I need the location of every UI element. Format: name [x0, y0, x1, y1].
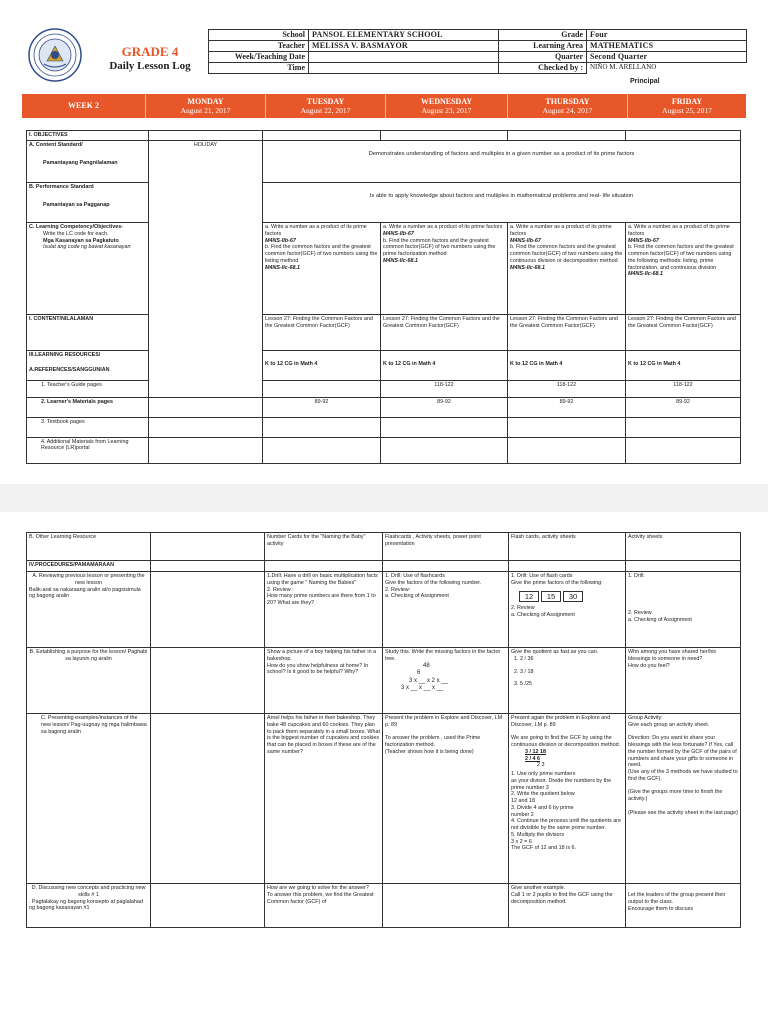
- lc-code: M4NS-IIc-68.1: [265, 264, 301, 271]
- lc-wednesday: [381, 223, 508, 315]
- cell: [151, 561, 265, 572]
- school-label: School: [209, 30, 309, 41]
- time-label: Time: [209, 63, 309, 74]
- time-value: [309, 63, 499, 74]
- lc-code: M4NS-IIb-67: [265, 237, 296, 244]
- cell: [149, 397, 263, 417]
- examples-friday: Group Activity: Give each group an activity sheet. Direction: Do you want to share your blessings with the less fortunate? If Yes, call the number formed by the GCF of the pairs of numbers and share your gifts to someone in need. (Use any of the 3 methods we have studied to find the GCF). (Give the groups more time to finish the activity.) (Please see the activity sheet in the last page): [626, 714, 741, 884]
- lc-code: M4NS-IIc-68.1: [628, 271, 664, 278]
- cell: [626, 417, 741, 437]
- olr-thursday: Flash cards, activity sheets: [509, 533, 626, 561]
- teacher-value: MELISSA V. BASMAYOR: [309, 41, 499, 52]
- day-date: August 22, 2017: [300, 106, 351, 115]
- purpose-tuesday: Show a picture of a boy helping his father in a bakeshop. How do you show helpfulness at home? In school? Is it good to be helpful? Why?: [265, 648, 383, 714]
- learning-area-value: MATHEMATICS: [587, 41, 747, 52]
- tree-node: 48: [423, 662, 430, 669]
- olr-wednesday: Flashcards , Activity sheets, power point presentation: [383, 533, 509, 561]
- cell: [381, 437, 508, 463]
- lc-line: b. Find the common factors and the greatest common factor(GCF) of two numbers using the following methods: listing, prime factorization, and continuous division: [628, 244, 734, 271]
- discussing-thursday: Give another example. Call 1 or 2 pupils to find the GCF using the decomposition method.: [509, 884, 626, 928]
- quotient-item: 1. 2 / 36: [514, 655, 534, 662]
- content-standard-text: Demonstrates understanding of factors and multiples in a given number as a product of its prime factors: [263, 141, 741, 183]
- teachers-guide-label: 1. Teacher's Guide pages: [27, 381, 149, 398]
- label-line: A. Content Standard/: [29, 142, 83, 148]
- content-wednesday: Lesson 27: Finding the Common Factors and the Greatest Common Factor(GCF): [381, 315, 508, 351]
- cell: [383, 884, 509, 928]
- lc-line: a. Write a number as a product of its prime factors: [510, 224, 612, 237]
- grade-title: GRADE 4: [121, 44, 179, 59]
- week-header-bar: [22, 94, 746, 118]
- cell: [508, 417, 626, 437]
- cell: [263, 417, 381, 437]
- content-tuesday: Lesson 27: Finding the Common Factors and the Greatest Common Factor(GCF): [263, 315, 381, 351]
- label-line: . Pagtalakay ng bagong konsepto at paglalahad ng bagong kasanayan #1: [29, 898, 143, 912]
- day-date: August 21, 2017: [180, 106, 231, 115]
- review-text: 2. Review a. Checking of Assignment: [511, 604, 575, 618]
- label-line: Mga Kasanayan sa Pagkatuto: [43, 237, 119, 244]
- cell: [263, 131, 381, 141]
- cell: [149, 131, 263, 141]
- cell: [149, 417, 263, 437]
- lc-code: M4NS-IIb-67: [628, 237, 659, 244]
- monday-holiday: HOLIDAY: [149, 141, 263, 398]
- quarter-label: Quarter: [499, 52, 587, 63]
- cell: [626, 561, 741, 572]
- day-tuesday: [266, 94, 386, 118]
- content-thursday: Lesson 27: Finding the Common Factors and the Greatest Common Factor(GCF): [508, 315, 626, 351]
- grade-label: Grade: [499, 30, 587, 41]
- cell: [508, 131, 626, 141]
- review-friday: [626, 572, 741, 648]
- lm-thursday: 89-92: [508, 397, 626, 417]
- label-line: A. Reviewing previous lesson or presenting the new lesson: [32, 573, 145, 586]
- examples-steps: 1. Use only prime numbers as your divisor. Divide the numbers by the prime number 3 2. Write the quotient below 12 and 18 3. Divide 4 and 6 by prime number 2 4. Continue the process until the quotients are not divisible by the same prime number. 5. Multiply the divisors 3 x 2 = 6 The GCF of 12 and 18 is 6.: [511, 771, 621, 852]
- number-card: 12: [519, 591, 539, 602]
- lesson-log-page-2: [22, 522, 746, 1022]
- examples-tuesday: Arnel helps his father in their bakeshop. They bake 48 cupcakes and 60 cookies. They plan to pack them separately in a small boxes. What is the biggest number of cupcakes and cookies that can be placed in boxes if these are of the same number?: [265, 714, 383, 884]
- day-name: FRIDAY: [671, 97, 703, 106]
- lesson-log-page-1: [22, 22, 746, 470]
- review-text: 2. Review a. Checking of Assignment: [628, 609, 692, 623]
- label-line: Write the LC code for each.: [43, 230, 109, 237]
- lc-line: a. Write a number as a product of its prime factors: [265, 224, 367, 237]
- learning-resources-label: [27, 351, 149, 381]
- lm-friday: 89-92: [626, 397, 741, 417]
- day-wednesday: [386, 94, 508, 118]
- cell: [265, 561, 383, 572]
- division-row: 2 3: [537, 762, 545, 769]
- cell: [149, 437, 263, 463]
- discussing-label: [27, 884, 151, 928]
- number-card: 15: [541, 591, 561, 602]
- day-name: MONDAY: [187, 97, 224, 106]
- tg-wednesday: 118-122: [508, 381, 626, 398]
- textbook-label: 3. Textbook pages: [27, 417, 149, 437]
- examples-label: C. Presenting examples/instances of the new lesson/ Pag-uugnay ng mga halimbawa sa bagong aralin: [27, 714, 151, 884]
- page-separator: [0, 484, 768, 512]
- review-text: 1. Drill:: [628, 573, 645, 579]
- lc-thursday: [508, 223, 626, 315]
- learners-materials-label: 2. Learner's Materials pages: [27, 397, 149, 417]
- cell: [151, 572, 265, 648]
- cell: [508, 437, 626, 463]
- day-name: TUESDAY: [306, 97, 345, 106]
- cell: [151, 648, 265, 714]
- lc-code: M4NS-IIc-68.1: [510, 264, 546, 271]
- principal-label: Principal: [630, 78, 660, 85]
- day-date: August 25, 2017: [662, 106, 712, 115]
- cell: [151, 714, 265, 884]
- label-line: III.LEARNING RESOURCES/: [29, 352, 101, 358]
- week-date-label: Week/Teaching Date: [209, 52, 309, 63]
- objectives-heading: I. OBJECTIVES: [27, 131, 149, 141]
- division-row: 2 / 4 6: [525, 755, 540, 762]
- examples-thursday: [509, 714, 626, 884]
- cell: [263, 381, 381, 398]
- day-name: THURSDAY: [545, 97, 590, 106]
- label-line: Isulat ang code ng bawat kasanayan: [43, 244, 131, 251]
- day-thursday: [508, 94, 628, 118]
- teacher-label: Teacher: [209, 41, 309, 52]
- lr-tuesday: K to 12 CG in Math 4: [263, 351, 381, 381]
- number-card: 30: [563, 591, 583, 602]
- checked-by-label: Checked by :: [499, 63, 587, 74]
- objectives-table: [26, 130, 741, 464]
- school-value: PANSOL ELEMENTARY SCHOOL: [309, 30, 499, 41]
- additional-materials-label: 4. Additional Materials from Learning Resource (LR)portal: [27, 437, 149, 463]
- olr-tuesday: Number Cards for the "Naming the Baby" activity: [265, 533, 383, 561]
- lc-line: b. Find the common factors and the greatest common factor(GCF) of two numbers using the prime factorization method: [383, 237, 496, 257]
- day-friday: [628, 94, 746, 118]
- lc-code: M4NS-IIb-67: [383, 230, 414, 237]
- performance-standard-label: [27, 183, 149, 223]
- day-date: August 24, 2017: [542, 106, 593, 115]
- quarter-value: Second Quarter: [587, 52, 747, 63]
- number-cards: [519, 591, 623, 602]
- tg-thursday: 118-122: [626, 381, 741, 398]
- lr-thursday: K to 12 CG in Math 4: [508, 351, 626, 381]
- cell: [383, 561, 509, 572]
- cell: [381, 131, 508, 141]
- purpose-wednesday: [383, 648, 509, 714]
- lc-line: a. Write a number as a product of its prime factors: [383, 224, 503, 230]
- cell: [151, 884, 265, 928]
- purpose-label: B. Establishing a purpose for the lesson/ Paghabi sa layunin ng aralin: [27, 648, 151, 714]
- division-row: 3 / 12 18: [525, 748, 546, 755]
- procedures-heading: IV.PROCEDURES/PAMAMARAAN: [27, 561, 151, 572]
- discussing-tuesday: How are we going to solve for the answer? To answer this problem, we find the Greatest Common factor (GCF) of: [265, 884, 383, 928]
- cell: [263, 437, 381, 463]
- factor-tree: [385, 663, 506, 693]
- tree-node: 3 x __ x __ x __: [401, 685, 444, 691]
- day-name: WEDNESDAY: [420, 97, 473, 106]
- purpose-text: Give the quotient as fast as you can.: [511, 649, 599, 655]
- lr-friday: K to 12 CG in Math 4: [626, 351, 741, 381]
- content-friday: Lesson 27: Finding the Common Factors and the Greatest Common Factor(GCF): [626, 315, 741, 351]
- tg-tuesday: 118-122: [381, 381, 508, 398]
- procedures-table: [26, 532, 741, 928]
- examples-text: Present again the problem in Explore and Discover, LM p. 89 We are going to find the GCF by using the continuous division or decomposition method.: [511, 715, 621, 748]
- review-wednesday: 1. Drill: Use of flashcards Give the factors of the following number. 2. Review: a. Checking of Assignment: [383, 572, 509, 648]
- cell: [381, 417, 508, 437]
- lc-code: M4NS-IIb-67: [510, 237, 541, 244]
- label-line: Pamantayan sa Pagganap: [43, 201, 110, 208]
- day-monday: [146, 94, 266, 118]
- cell: [626, 131, 741, 141]
- review-text: 1. Drill: Use of flash cards Give the prime factors of the following:: [511, 573, 603, 586]
- week-date-value: [309, 52, 499, 63]
- examples-wednesday: Present the problem in Explore and Discover, LM p. 89 To answer the problem , used the Prime factorization method. (Teacher shows how it is being done): [383, 714, 509, 884]
- discussing-friday: Let the leaders of the group present their output to the class. Encourage them to discuss: [626, 884, 741, 928]
- learning-area-label: Learning Area: [499, 41, 587, 52]
- content-standard-label: [27, 141, 149, 183]
- label-line: C. Learning Competency/Objectives-: [29, 224, 124, 230]
- lc-line: a. Write a number as a product of its prime factors: [628, 224, 730, 237]
- lc-tuesday: [263, 223, 381, 315]
- quotient-item: 3. 5 /25: [514, 681, 532, 688]
- lc-line: b. Find the common factors and the greatest common factor(GCF) of two numbers using the continuous division or decomposition method: [510, 244, 623, 264]
- lm-wednesday: 89-92: [381, 397, 508, 417]
- olr-friday: Activity sheets: [626, 533, 741, 561]
- performance-standard-text: Is able to apply knowledge about factors and multiples in mathematical problems and real- life situation: [263, 183, 741, 223]
- log-title: Daily Lesson Log: [109, 60, 191, 72]
- purpose-friday: Who among you have shared her/his blessings to someone in need? How do you feel?: [626, 648, 741, 714]
- day-date: August 23, 2017: [421, 106, 472, 115]
- header-info-table: [208, 29, 747, 74]
- cell: [151, 533, 265, 561]
- other-resources-label: B. Other Learning Resource: [27, 533, 151, 561]
- content-label: I. CONTENT/NILALAMAN: [27, 315, 149, 351]
- deped-seal-logo: [28, 28, 82, 82]
- label-line: Pamantayang Pangnilalaman: [43, 159, 118, 166]
- tree-node: 3 x __ x 2 x __: [409, 677, 449, 684]
- label-line: B. Performance Standard: [29, 184, 94, 190]
- label-line: A.REFERENCES/SANGGUNIAN: [29, 366, 110, 373]
- quotient-item: 2. 3 / 18: [514, 668, 534, 675]
- week-label: WEEK 2: [22, 94, 146, 118]
- label-line: D. Discussing new concepts and practicing new skills # 1: [31, 885, 146, 898]
- cell: [626, 437, 741, 463]
- lr-wednesday: K to 12 CG in Math 4: [381, 351, 508, 381]
- learning-competency-label: [27, 223, 149, 315]
- review-tuesday: 1.Drill: Have a drill on basic multiplication facts using the game " Naming the Babies" 2. Review : How many prime numbers are there from 1 to 20? What are they?: [265, 572, 383, 648]
- lc-code: M4NS-IIc-68.1: [383, 257, 419, 264]
- review-label: [27, 572, 151, 648]
- lc-friday: [626, 223, 741, 315]
- lc-line: b. Find the common factors and the greatest common factor(GCF) of two numbers using the listing method: [265, 244, 378, 264]
- purpose-text: Study this. Write the missing factors in the factor tree.: [385, 649, 501, 662]
- label-line: Balik-aral sa nakaraang aralin at/o pagsisimula ng bagong aralin: [29, 586, 141, 600]
- checked-by-value: NIÑO M. ARELLANO: [590, 63, 657, 71]
- grade-value: Four: [587, 30, 747, 41]
- purpose-thursday: [509, 648, 626, 714]
- tree-node: 6: [417, 670, 421, 676]
- lm-tuesday: 89-92: [263, 397, 381, 417]
- review-thursday: [509, 572, 626, 648]
- cell: [509, 561, 626, 572]
